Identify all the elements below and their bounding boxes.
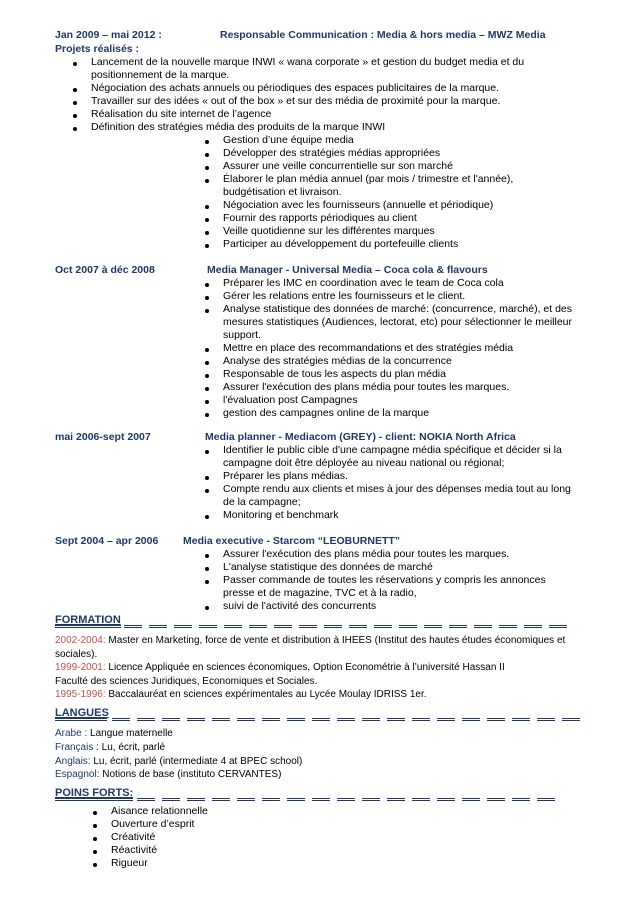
list-item: Assurer une veille concurrentielle sur son marché — [223, 160, 453, 172]
list-item: Analyse des stratégies médias de la concurrence — [223, 355, 452, 367]
list-item: Préparer les IMC en coordination avec le team de Coca cola — [223, 277, 504, 289]
formation-item: 1999-2001: Licence Appliquée en sciences économiques, Option Econométrie à l’université Hassan II — [55, 662, 505, 673]
list-item: Définition des stratégies média des produits de la marque INWI — [91, 121, 386, 133]
list-item: Responsable de tous les aspects du plan média — [223, 368, 446, 380]
list-item: suivi de l'activité des concurrents — [223, 600, 377, 612]
list-item: Gérer les relations entre les fournisseurs et le client. — [223, 290, 466, 302]
list-item: budgétisation et livraison. — [223, 186, 342, 198]
list-item: Assurer l'exécution des plans média pour toutes les marques. — [223, 381, 510, 393]
points-forts-rule — [55, 798, 133, 801]
list-item: Gestion d’une équipe media — [223, 134, 354, 146]
formation-item: 1995-1996: Baccalauréat en sciences expérimentales au Lycée Moulay IDRISS 1er. — [55, 689, 427, 700]
job4-title: Media executive - Starcom “LEOBURNETT” — [183, 535, 401, 547]
formation-heading: FORMATION — [55, 614, 121, 626]
list-item: Lancement de la nouvelle marque INWI « wana corporate » et gestion du budget media et du — [91, 56, 525, 68]
list-item: Élaborer le plan média annuel (par mois / trimestre et l'année), — [223, 173, 514, 185]
list-item: Analyse statistique des données de marché: (concurrence, marché), et des — [223, 303, 573, 315]
formation-item: 2002-2004: Master en Marketing, force de vente et distribution à IHEES (Institut des hautes études économiques et — [55, 635, 566, 646]
list-item: presse et de magazine, TVC et à la radio, — [223, 587, 417, 599]
list-item: Préparer les plans médias. — [223, 470, 348, 482]
list-item: Aisance relationnelle — [111, 805, 208, 817]
langues-heading: LANGUES — [55, 707, 109, 719]
job3-dates: mai 2006-sept 2007 — [55, 431, 151, 443]
list-item: Participer au développement du portefeuille clients — [223, 238, 459, 250]
list-item: Passer commande de toutes les réservations y compris les annonces — [223, 574, 546, 586]
points-forts-heading: POINS FORTS: — [55, 787, 134, 799]
list-item: Compte rendu aux clients et mises à jour des dépenses media tout au long — [223, 483, 571, 495]
list-item: Mettre en place des recommandations et des stratégies média — [223, 342, 514, 354]
list-item: Développer des stratégies médias appropriées — [223, 147, 441, 159]
list-item: support. — [223, 329, 261, 341]
list-item: Rigueur — [111, 857, 148, 869]
formation-item: sociales). — [55, 649, 98, 660]
list-item: positionnement de la marque. — [91, 69, 230, 81]
langue-item: Espagnol: Notions de base (instituto CERVANTES) — [55, 769, 282, 780]
job1-title: Responsable Communication : Media & hors media – MWZ Media — [220, 29, 546, 41]
formation-rule — [55, 625, 121, 628]
job3-title: Media planner - Mediacom (GREY) - client: NOKIA North Africa — [205, 431, 516, 443]
job2-title: Media Manager - Universal Media – Coca cola & flavours — [207, 264, 488, 276]
list-item: mesures statistiques (Audiences, lectorat, etc) pour sélectionner le meilleur — [223, 316, 572, 328]
list-item: L'analyse statistique des données de marché — [223, 561, 433, 573]
job4-dates: Sept 2004 – apr 2006 — [55, 535, 159, 547]
langue-item: Arabe : Langue maternelle — [55, 728, 173, 739]
points-forts-dash-rule — [137, 798, 555, 801]
list-item: Assurer l'exécution des plans média pour toutes les marques. — [223, 548, 510, 560]
langue-item: Français : Lu, écrit, parlé — [55, 742, 166, 753]
job1-dates: Jan 2009 – mai 2012 : — [55, 29, 162, 41]
list-item: Monitoring et benchmark — [223, 509, 339, 521]
formation-item: Faculté des sciences Juridiques, Economiques et Sociales. — [55, 676, 318, 687]
job1-projects-label: Projets réalisés : — [55, 43, 140, 55]
list-item: Veille quotidienne sur les différentes marques — [223, 225, 435, 237]
list-item: de la campagne; — [223, 496, 301, 508]
list-item: Créativité — [111, 831, 156, 843]
langues-dash-rule — [112, 718, 580, 721]
list-item: l'évaluation post Campagnes — [223, 394, 358, 406]
formation-dash-rule — [124, 625, 567, 628]
list-item: Identifier le public cible d'une campagne média spécifique et décider si la — [223, 444, 562, 456]
list-item: Ouverture d’esprit — [111, 818, 195, 830]
langue-item: Anglais: Lu, écrit, parlé (intermediate 4 at BPEC school) — [55, 756, 303, 767]
list-item: Travailler sur des idées « out of the box » et sur des média de proximité pour la marque. — [91, 95, 501, 107]
list-item: Négociation des achats annuels ou périodiques des espaces publicitaires de la marque. — [91, 82, 500, 94]
list-item: campagne doit être déployée au niveau national ou régional; — [223, 457, 505, 469]
list-item: Fournir des rapports périodiques au client — [223, 212, 417, 224]
langues-rule — [55, 718, 107, 721]
job2-dates: Oct 2007 à déc 2008 — [55, 264, 155, 276]
list-item: Négociation avec les fournisseurs (annuelle et périodique) — [223, 199, 494, 211]
list-item: gestion des campagnes online de la marque — [223, 407, 430, 419]
list-item: Réactivité — [111, 844, 158, 856]
list-item: Réalisation du site internet de l’agence — [91, 108, 272, 120]
